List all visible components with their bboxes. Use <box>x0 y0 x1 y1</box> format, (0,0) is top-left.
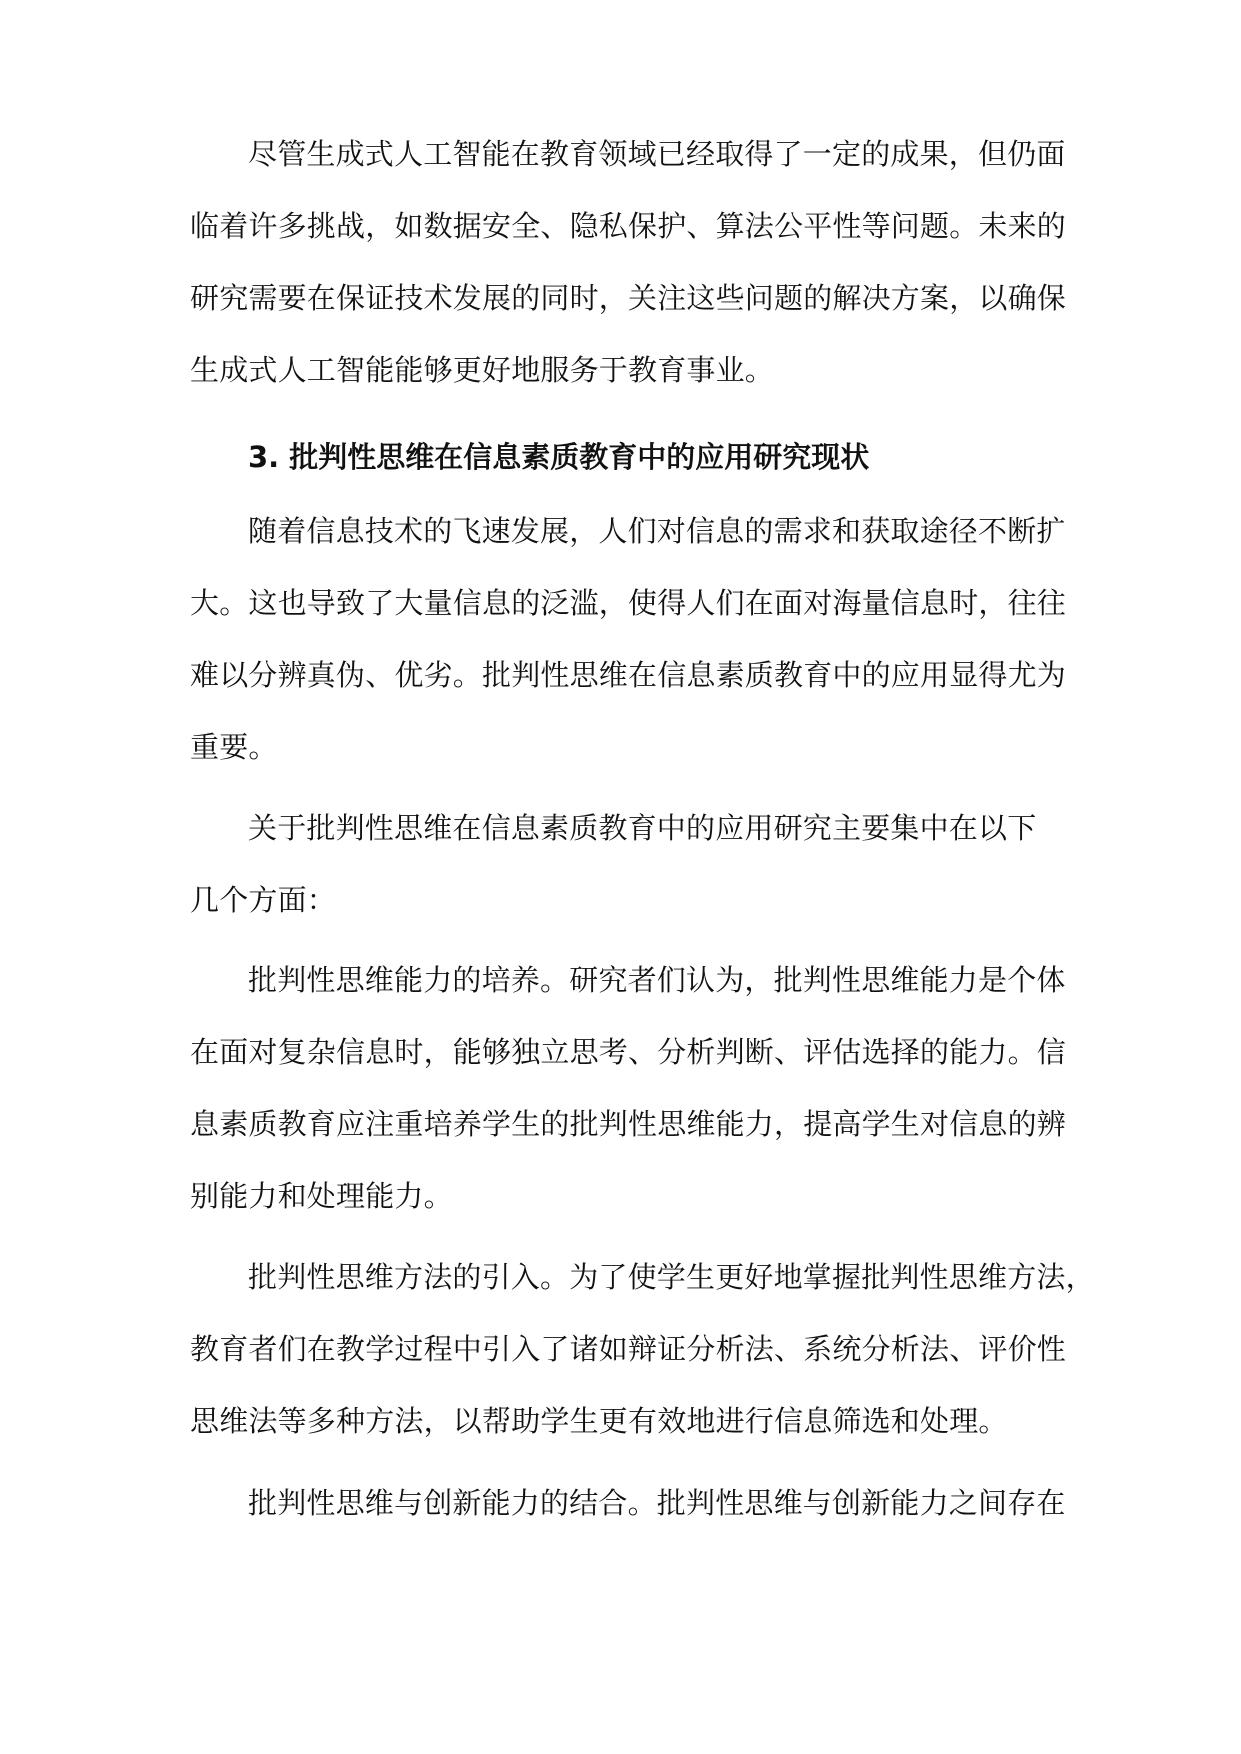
paragraph-line: 关于批判性思维在信息素质教育中的应用研究主要集中在以下 <box>248 811 1037 845</box>
section-heading: 3. 批判性思维在信息素质教育中的应用研究现状 <box>248 440 870 474</box>
paragraph-line: 大。这也导致了大量信息的泛滥，使得人们在面对海量信息时，往往 <box>190 586 1067 620</box>
paragraph-line: 难以分辨真伪、优劣。批判性思维在信息素质教育中的应用显得尤为 <box>190 658 1067 692</box>
paragraph-line: 思维法等多种方法，以帮助学生更有效地进行信息筛选和处理。 <box>190 1404 1008 1438</box>
paragraph-line: 批判性思维与创新能力的结合。批判性思维与创新能力之间存在 <box>248 1486 1066 1520</box>
paragraph-line: 别能力和处理能力。 <box>190 1179 453 1213</box>
paragraph-line: 临着许多挑战，如数据安全、隐私保护、算法公平性等问题。未来的 <box>190 209 1067 243</box>
paragraph-line: 随着信息技术的飞速发展，人们对信息的需求和获取途径不断扩 <box>248 514 1066 548</box>
paragraph-line: 教育者们在教学过程中引入了诸如辩证分析法、系统分析法、评价性 <box>190 1332 1067 1366</box>
paragraph-line: 批判性思维能力的培养。研究者们认为，批判性思维能力是个体 <box>248 963 1066 997</box>
paragraph-line: 息素质教育应注重培养学生的批判性思维能力，提高学生对信息的辨 <box>190 1107 1067 1141</box>
paragraph-line: 几个方面： <box>190 883 337 917</box>
paragraph-line: 在面对复杂信息时，能够独立思考、分析判断、评估选择的能力。信 <box>190 1035 1067 1069</box>
paragraph-line: 生成式人工智能能够更好地服务于教育事业。 <box>190 353 775 387</box>
paragraph-line: 重要。 <box>190 730 278 764</box>
paragraph-line: 尽管生成式人工智能在教育领域已经取得了一定的成果，但仍面 <box>248 137 1066 171</box>
paragraph-line: 批判性思维方法的引入。为了使学生更好地掌握批判性思维方法， <box>248 1260 1095 1294</box>
paragraph-line: 研究需要在保证技术发展的同时，关注这些问题的解决方案，以确保 <box>190 281 1067 315</box>
